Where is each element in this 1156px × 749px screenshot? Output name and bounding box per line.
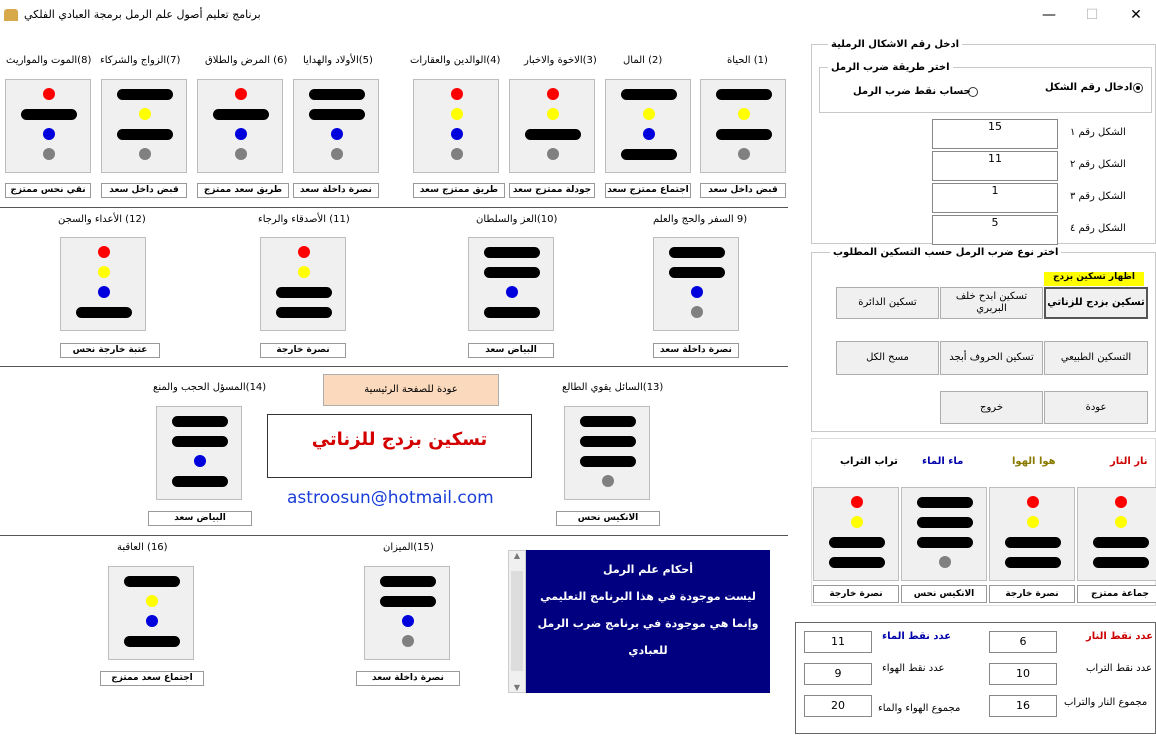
single-dot (547, 88, 559, 100)
single-dot (547, 108, 559, 120)
row-divider (0, 535, 788, 536)
element-status: نصرة خارجة (813, 585, 899, 603)
double-bar (1093, 537, 1149, 548)
elements-panel (811, 438, 1156, 606)
double-bar (309, 109, 365, 120)
row-divider (0, 366, 788, 367)
single-dot (939, 556, 951, 568)
house-status: نصرة داخلة سعد (356, 671, 460, 686)
house-status: الانكيس نحس (556, 511, 660, 526)
double-bar (484, 247, 540, 258)
btn-abjad[interactable]: تسكين الحروف أبجد (940, 341, 1043, 375)
element-label: هوا الهوا (1012, 456, 1056, 467)
note-box (508, 550, 770, 693)
air-water-sum-label: مجموع الهواء والماء (878, 703, 961, 714)
element-label: تراب التراب (840, 456, 898, 467)
double-bar (917, 537, 973, 548)
email-text: astroosun@hotmail.com (287, 488, 494, 508)
double-bar (716, 129, 772, 140)
house-figure (605, 79, 691, 173)
house-label: (10)العز والسلطان (476, 214, 558, 225)
house-label: (16) العاقبة (117, 542, 168, 553)
shape-number-label: الشكل رقم ٣ (1070, 191, 1126, 202)
btn-natural[interactable]: التسكين الطبيعي (1044, 341, 1148, 375)
house-status: طريق ممتزج سعد (413, 183, 505, 198)
method-group-title: اختر طريقة ضرب الرمل (828, 62, 953, 73)
water-count-field[interactable]: 11 (804, 631, 872, 653)
note-line: للعبادي (628, 644, 668, 657)
element-label: ماء الماء (922, 456, 964, 467)
house-figure (156, 406, 242, 500)
element-figure (989, 487, 1075, 581)
counts-panel (795, 622, 1156, 734)
house-figure (108, 566, 194, 660)
element-figure (813, 487, 899, 581)
water-count-label: عدد نقط الماء (882, 631, 952, 642)
element-status: جماعة ممتزج (1077, 585, 1156, 603)
maximize-button[interactable]: ☐ (1085, 7, 1099, 23)
double-bar (917, 497, 973, 508)
house-label: (6) المرض والطلاق (205, 55, 288, 66)
house-status: البياض سعد (148, 511, 252, 526)
single-dot (402, 635, 414, 647)
single-dot (235, 128, 247, 140)
double-bar (1093, 557, 1149, 568)
app-icon (4, 9, 18, 21)
double-bar (484, 307, 540, 318)
single-dot (602, 475, 614, 487)
method-group (819, 62, 1152, 113)
single-dot (1115, 496, 1127, 508)
single-dot (402, 615, 414, 627)
house-figure (653, 237, 739, 331)
shape-number-field[interactable]: 11 (932, 151, 1058, 181)
shape-number-field[interactable]: 15 (932, 119, 1058, 149)
double-bar (124, 576, 180, 587)
double-bar (1005, 537, 1061, 548)
house-status: نصرة داخلة سعد (293, 183, 379, 198)
double-bar (309, 89, 365, 100)
fire-earth-sum-label: مجموع النار والتراب (1064, 697, 1148, 708)
element-status: الانكيس نحس (901, 585, 987, 603)
house-label: (14)المسؤل الحجب والمنع (153, 382, 267, 393)
double-bar (276, 287, 332, 298)
method-display (267, 414, 532, 478)
single-dot (98, 246, 110, 258)
element-figure (901, 487, 987, 581)
single-dot (451, 148, 463, 160)
single-dot (691, 306, 703, 318)
single-dot (146, 595, 158, 607)
shape-number-label: الشكل رقم ٤ (1070, 223, 1126, 234)
single-dot (43, 128, 55, 140)
double-bar (829, 557, 885, 568)
radio-enter-number[interactable] (1133, 83, 1143, 93)
house-label: (5)الأولاد والهدايا (303, 55, 373, 66)
double-bar (716, 89, 772, 100)
house-label: (9 السفر والحج والعلم (653, 214, 748, 225)
house-label: (1) الحياة (727, 55, 768, 66)
single-dot (331, 128, 343, 140)
double-bar (380, 576, 436, 587)
double-bar (580, 416, 636, 427)
double-bar (669, 247, 725, 258)
btn-exit[interactable]: خروج (940, 391, 1043, 424)
double-bar (21, 109, 77, 120)
fire-count-field[interactable]: 6 (989, 631, 1057, 653)
double-bar (117, 129, 173, 140)
row-divider (0, 207, 788, 208)
house-label: (2) المال (623, 55, 663, 66)
single-dot (139, 148, 151, 160)
tasks-panel (811, 247, 1156, 432)
single-dot (851, 516, 863, 528)
single-dot (98, 266, 110, 278)
house-figure (468, 237, 554, 331)
double-bar (380, 596, 436, 607)
title-bar (0, 0, 1156, 30)
note-line: أحكام علم الرمل (603, 563, 693, 576)
double-bar (172, 416, 228, 427)
radio-calc-points-label: حساب نقط ضرب الرمل (853, 86, 971, 97)
close-button[interactable]: ✕ (1130, 7, 1142, 23)
single-dot (98, 286, 110, 298)
house-figure (293, 79, 379, 173)
single-dot (851, 496, 863, 508)
house-figure (101, 79, 187, 173)
single-dot (43, 88, 55, 100)
single-dot (506, 286, 518, 298)
single-dot (235, 88, 247, 100)
air-count-label: عدد نقط الهواء (882, 663, 945, 674)
double-bar (621, 89, 677, 100)
element-label: نار النار (1110, 456, 1148, 467)
btn-back[interactable]: عودة (1044, 391, 1148, 424)
single-dot (451, 108, 463, 120)
double-bar (276, 307, 332, 318)
single-dot (1027, 496, 1039, 508)
earth-count-label: عدد نقط التراب (1086, 663, 1152, 674)
house-figure (509, 79, 595, 173)
double-bar (669, 267, 725, 278)
minimize-button[interactable]: — (1042, 7, 1056, 23)
house-label: (8)الموت والمواريث (6, 55, 92, 66)
single-dot (331, 148, 343, 160)
note-scrollbar[interactable]: ▲ ▼ (508, 550, 526, 693)
single-dot (194, 455, 206, 467)
single-dot (298, 266, 310, 278)
note-line: ليست موجودة في هذا البرنامج التعليمي (540, 590, 756, 603)
house-status: اجتماع ممتزج سعد (605, 183, 691, 198)
single-dot (235, 148, 247, 160)
single-dot (146, 615, 158, 627)
double-bar (580, 436, 636, 447)
house-status: قبض داخل سعد (700, 183, 786, 198)
shape-number-label: الشكل رقم ٢ (1070, 159, 1126, 170)
house-figure (197, 79, 283, 173)
double-bar (172, 436, 228, 447)
fire-count-label: عدد نقط النار (1086, 631, 1154, 642)
window-title: برنامج تعليم أصول علم الرمل برمجة العبادي الفلكي (24, 8, 261, 21)
house-figure (700, 79, 786, 173)
house-label: (12) الأعداء والسجن (58, 214, 146, 225)
house-status: نقي نحس ممتزج (5, 183, 91, 198)
btn-berber[interactable]: تسكين ابدح خلف البربري (940, 287, 1043, 319)
house-label: (15)الميزان (383, 542, 434, 553)
earth-count-field[interactable]: 10 (989, 663, 1057, 685)
home-button[interactable]: عودة للصفحة الرئيسية (323, 374, 499, 406)
house-status: قبض داخل سعد (101, 183, 187, 198)
house-figure (564, 406, 650, 500)
double-bar (1005, 557, 1061, 568)
house-status: نصرة داخلة سعد (653, 343, 739, 358)
shape-number-label: الشكل رقم ١ (1070, 127, 1126, 138)
single-dot (451, 88, 463, 100)
radio-enter-number-label: ادخال رقم الشكل (1045, 82, 1133, 93)
single-dot (738, 108, 750, 120)
fire-earth-sum-field[interactable]: 16 (989, 695, 1057, 717)
double-bar (213, 109, 269, 120)
house-label: (3)الاخوة والاخبار (524, 55, 597, 66)
element-status: نصرة خارجة (989, 585, 1075, 603)
method-title: تسكين بزدج للزناتي (311, 429, 488, 450)
house-label: (7)الزواج والشركاء (100, 55, 181, 66)
single-dot (643, 108, 655, 120)
house-status: جودلة ممتزج سعد (509, 183, 595, 198)
double-bar (117, 89, 173, 100)
house-figure (260, 237, 346, 331)
input-panel-title: ادخل رقم الاشكال الرملية (828, 39, 962, 50)
shape-number-field[interactable]: 1 (932, 183, 1058, 213)
double-bar (580, 456, 636, 467)
single-dot (43, 148, 55, 160)
single-dot (547, 148, 559, 160)
single-dot (691, 286, 703, 298)
note-line: وإنما هي موجودة في برنامج ضرب الرمل (537, 617, 759, 630)
single-dot (139, 108, 151, 120)
house-figure (413, 79, 499, 173)
double-bar (829, 537, 885, 548)
house-figure (364, 566, 450, 660)
house-status: عتبة خارجة نحس (60, 343, 160, 358)
house-status: طريق سعد ممتزج (197, 183, 289, 198)
house-status: اجتماع سعد ممتزج (100, 671, 204, 686)
double-bar (917, 517, 973, 528)
single-dot (451, 128, 463, 140)
single-dot (1027, 516, 1039, 528)
double-bar (172, 476, 228, 487)
single-dot (298, 246, 310, 258)
house-figure (60, 237, 146, 331)
double-bar (484, 267, 540, 278)
highlight-label: اظهار تسكين بزدج (1044, 272, 1144, 286)
element-figure (1077, 487, 1156, 581)
single-dot (643, 128, 655, 140)
btn-zenati[interactable]: تسكين بزدج للزناتي (1044, 287, 1148, 319)
air-count-field[interactable]: 9 (804, 663, 872, 685)
tasks-panel-title: اختر نوع ضرب الرمل حسب التسكين المطلوب (830, 247, 1061, 258)
air-water-sum-field[interactable]: 20 (804, 695, 872, 717)
house-figure (5, 79, 91, 173)
single-dot (1115, 516, 1127, 528)
double-bar (124, 636, 180, 647)
double-bar (525, 129, 581, 140)
input-panel (811, 39, 1156, 244)
house-label: (11) الأصدقاء والرجاء (258, 214, 350, 225)
house-status: نصرة خارجة (260, 343, 346, 358)
btn-circle[interactable]: تسكين الدائرة (836, 287, 939, 319)
btn-clear-all[interactable]: مسح الكل (836, 341, 939, 375)
house-status: البياض سعد (468, 343, 554, 358)
house-label: (4)الوالدين والعقارات (410, 55, 501, 66)
shape-number-field[interactable]: 5 (932, 215, 1058, 245)
double-bar (621, 149, 677, 160)
double-bar (76, 307, 132, 318)
single-dot (738, 148, 750, 160)
house-label: (13)السائل يقوي الطالع (562, 382, 664, 393)
